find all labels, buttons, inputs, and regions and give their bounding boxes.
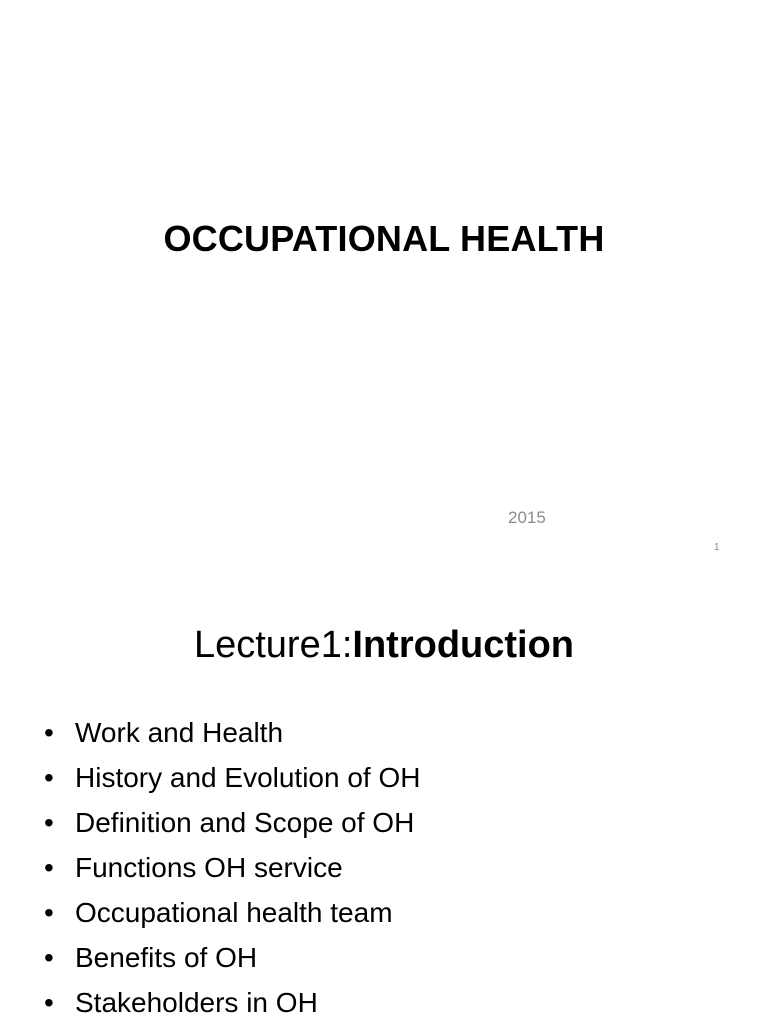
bullet-icon: • (44, 987, 54, 1018)
list-item (44, 980, 421, 1025)
bullet-icon: • (44, 852, 54, 883)
list-item (44, 710, 421, 755)
bullet-icon: • (44, 762, 54, 793)
bullet-icon: • (44, 897, 54, 928)
topic-list (44, 710, 421, 1025)
list-item-text: Benefits of OH (75, 942, 258, 973)
list-item-text: Work and Health (75, 717, 284, 748)
lecture-title-prefix: Lecture1: (193, 624, 353, 666)
page-number: 1 (714, 542, 720, 553)
list-item-text: Definition and Scope of OH (75, 807, 415, 838)
lecture-title-bold: Introduction (352, 624, 575, 666)
list-item (44, 890, 421, 935)
year-label: 2015 (508, 508, 546, 527)
list-item (44, 800, 421, 845)
list-item-text: Stakeholders in OH (75, 987, 318, 1018)
list-item (44, 935, 421, 980)
list-item (44, 755, 421, 800)
slide-title: OCCUPATIONAL HEALTH (163, 218, 605, 259)
list-item-text: Occupational health team (75, 897, 393, 928)
list-item-text: Functions OH service (75, 852, 343, 883)
list-item (44, 845, 421, 890)
lecture-title (0, 624, 768, 667)
list-item-text: History and Evolution of OH (75, 762, 421, 793)
bullet-icon: • (44, 807, 54, 838)
bullet-icon: • (44, 717, 54, 748)
bullet-icon: • (44, 942, 54, 973)
lecture-slide (0, 576, 768, 1024)
